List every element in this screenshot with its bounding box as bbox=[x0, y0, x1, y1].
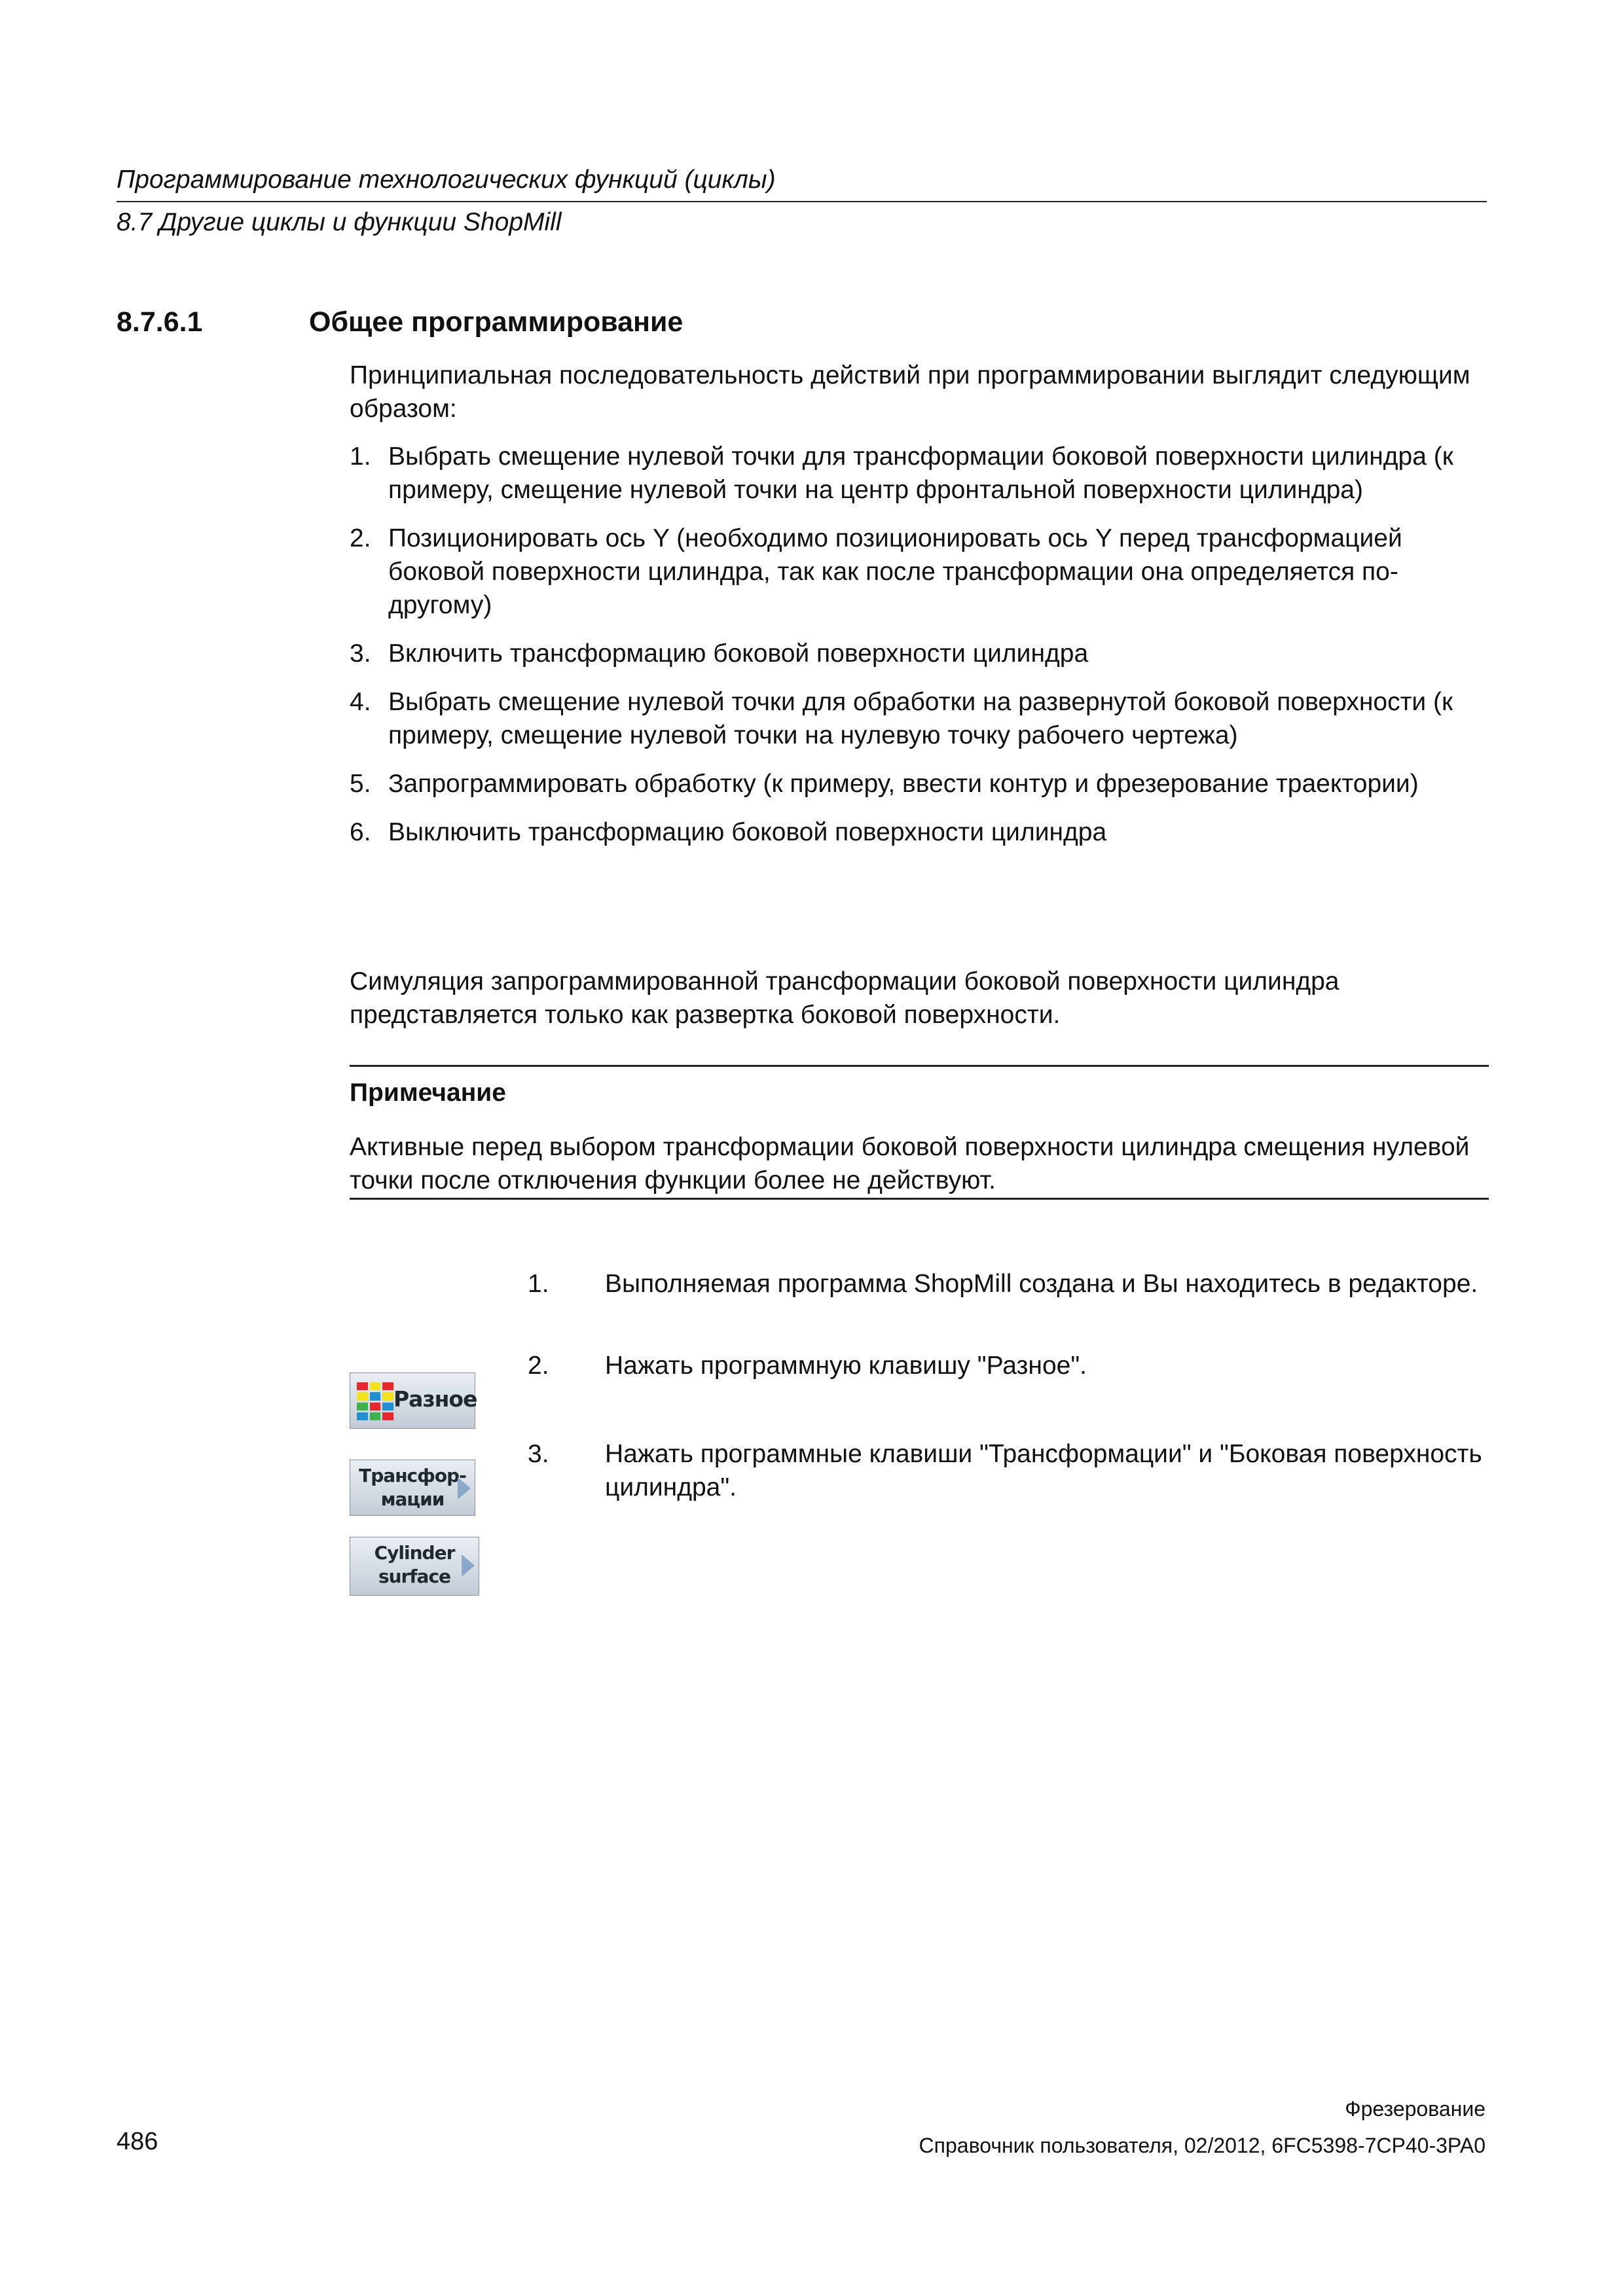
action-number: 3. bbox=[528, 1440, 549, 1468]
arrow-right-icon bbox=[462, 1554, 475, 1577]
action-number: 1. bbox=[528, 1270, 549, 1298]
softkey-label: Разное bbox=[393, 1386, 477, 1412]
grid-cell bbox=[370, 1382, 381, 1390]
softkey-cylinder-surface-button[interactable] bbox=[350, 1537, 479, 1596]
intro-paragraph: Принципиальная последовательность действий при программировании выглядит следующим образом: bbox=[350, 361, 1470, 423]
grid-cell bbox=[357, 1392, 368, 1400]
softkey-label bbox=[350, 1541, 479, 1588]
step-number: 3. bbox=[350, 639, 371, 668]
grid-cell bbox=[357, 1412, 368, 1420]
action-text: Выполняемая программа ShopMill создана и Вы находитесь в редакторе. bbox=[605, 1270, 1478, 1298]
section-number: 8.7.6.1 bbox=[117, 306, 203, 338]
list-item bbox=[350, 685, 1489, 752]
grid-cell bbox=[370, 1403, 381, 1410]
softkey-transformations-button[interactable] bbox=[350, 1460, 475, 1516]
step-text: Выбрать смещение нулевой точки для трансформации боковой поверхности цилиндра (к примеру, смещение нулевой точки на центр фронтальной поверхности цилиндра) bbox=[388, 442, 1453, 504]
step-number: 2. bbox=[350, 524, 371, 552]
note-rule-bottom bbox=[350, 1198, 1489, 1200]
step-text: Запрограммировать обработку (к примеру, ввести контур и фрезерование траектории) bbox=[388, 770, 1419, 798]
softkey-label bbox=[350, 1464, 475, 1511]
softkey-label-line1: Трансфор- bbox=[359, 1465, 466, 1486]
softkey-label-line2: surface bbox=[378, 1566, 451, 1587]
action-text: Нажать программные клавиши "Трансформации" и "Боковая поверхность цилиндра". bbox=[605, 1440, 1482, 1501]
grid-cell bbox=[370, 1412, 381, 1420]
footer-subtitle: Справочник пользователя, 02/2012, 6FC5398-7CP40-3PA0 bbox=[919, 2134, 1486, 2157]
grid-cell bbox=[370, 1392, 381, 1400]
step-number: 4. bbox=[350, 688, 371, 716]
list-item bbox=[528, 1349, 1490, 1382]
running-header-section: 8.7 Другие циклы и функции ShopMill bbox=[117, 208, 562, 236]
step-text: Выбрать смещение нулевой точки для обработки на развернутой боковой поверхности (к примеру, смещение нулевой точки на нулевую точку рабочего чертежа) bbox=[388, 688, 1453, 749]
note-text: Активные перед выбором трансформации боковой поверхности цилиндра смещения нулевой точки после отключения функции более не действуют. bbox=[350, 1133, 1470, 1194]
step-text: Позиционировать ось Y (необходимо позиционировать ось Y перед трансформацией боковой поверхности цилиндра, так как после трансформации она определяется по-другому) bbox=[388, 524, 1402, 619]
step-number: 1. bbox=[350, 442, 371, 471]
header-rule bbox=[117, 201, 1487, 202]
note-rule-top bbox=[350, 1065, 1489, 1067]
softkey-label-line2: мации bbox=[380, 1488, 445, 1510]
note-title: Примечание bbox=[350, 1079, 506, 1107]
list-item bbox=[350, 522, 1489, 622]
running-header-chapter: Программирование технологических функций (циклы) bbox=[117, 166, 776, 194]
action-number: 2. bbox=[528, 1352, 549, 1380]
grid-cell bbox=[382, 1412, 393, 1420]
list-item bbox=[350, 767, 1489, 800]
softkey-misc-button[interactable] bbox=[350, 1372, 475, 1429]
action-text: Нажать программную клавишу "Разное". bbox=[605, 1352, 1087, 1380]
list-item bbox=[350, 816, 1489, 849]
procedure-steps-list bbox=[350, 440, 1489, 864]
footer-title: Фрезерование bbox=[1345, 2097, 1486, 2121]
grid-cell bbox=[357, 1382, 368, 1390]
list-item bbox=[528, 1437, 1490, 1504]
grid-cell bbox=[382, 1403, 393, 1410]
section-title: Общее программирование bbox=[309, 306, 684, 338]
grid-cell bbox=[382, 1392, 393, 1400]
step-text: Выключить трансформацию боковой поверхности цилиндра bbox=[388, 818, 1107, 846]
list-item bbox=[528, 1267, 1490, 1300]
arrow-right-icon bbox=[458, 1477, 471, 1499]
step-number: 5. bbox=[350, 770, 371, 798]
step-text: Включить трансформацию боковой поверхности цилиндра bbox=[388, 639, 1089, 668]
simulation-paragraph: Симуляция запрограммированной трансформации боковой поверхности цилиндра представляется только как развертка боковой поверхности. bbox=[350, 967, 1340, 1029]
softkey-label-line1: Cylinder bbox=[374, 1542, 455, 1564]
page-number: 486 bbox=[117, 2128, 158, 2155]
grid-cell bbox=[357, 1403, 368, 1410]
step-number: 6. bbox=[350, 818, 371, 846]
list-item bbox=[350, 637, 1489, 670]
colored-grid-icon bbox=[357, 1382, 393, 1420]
grid-cell bbox=[382, 1382, 393, 1390]
list-item bbox=[350, 440, 1489, 507]
